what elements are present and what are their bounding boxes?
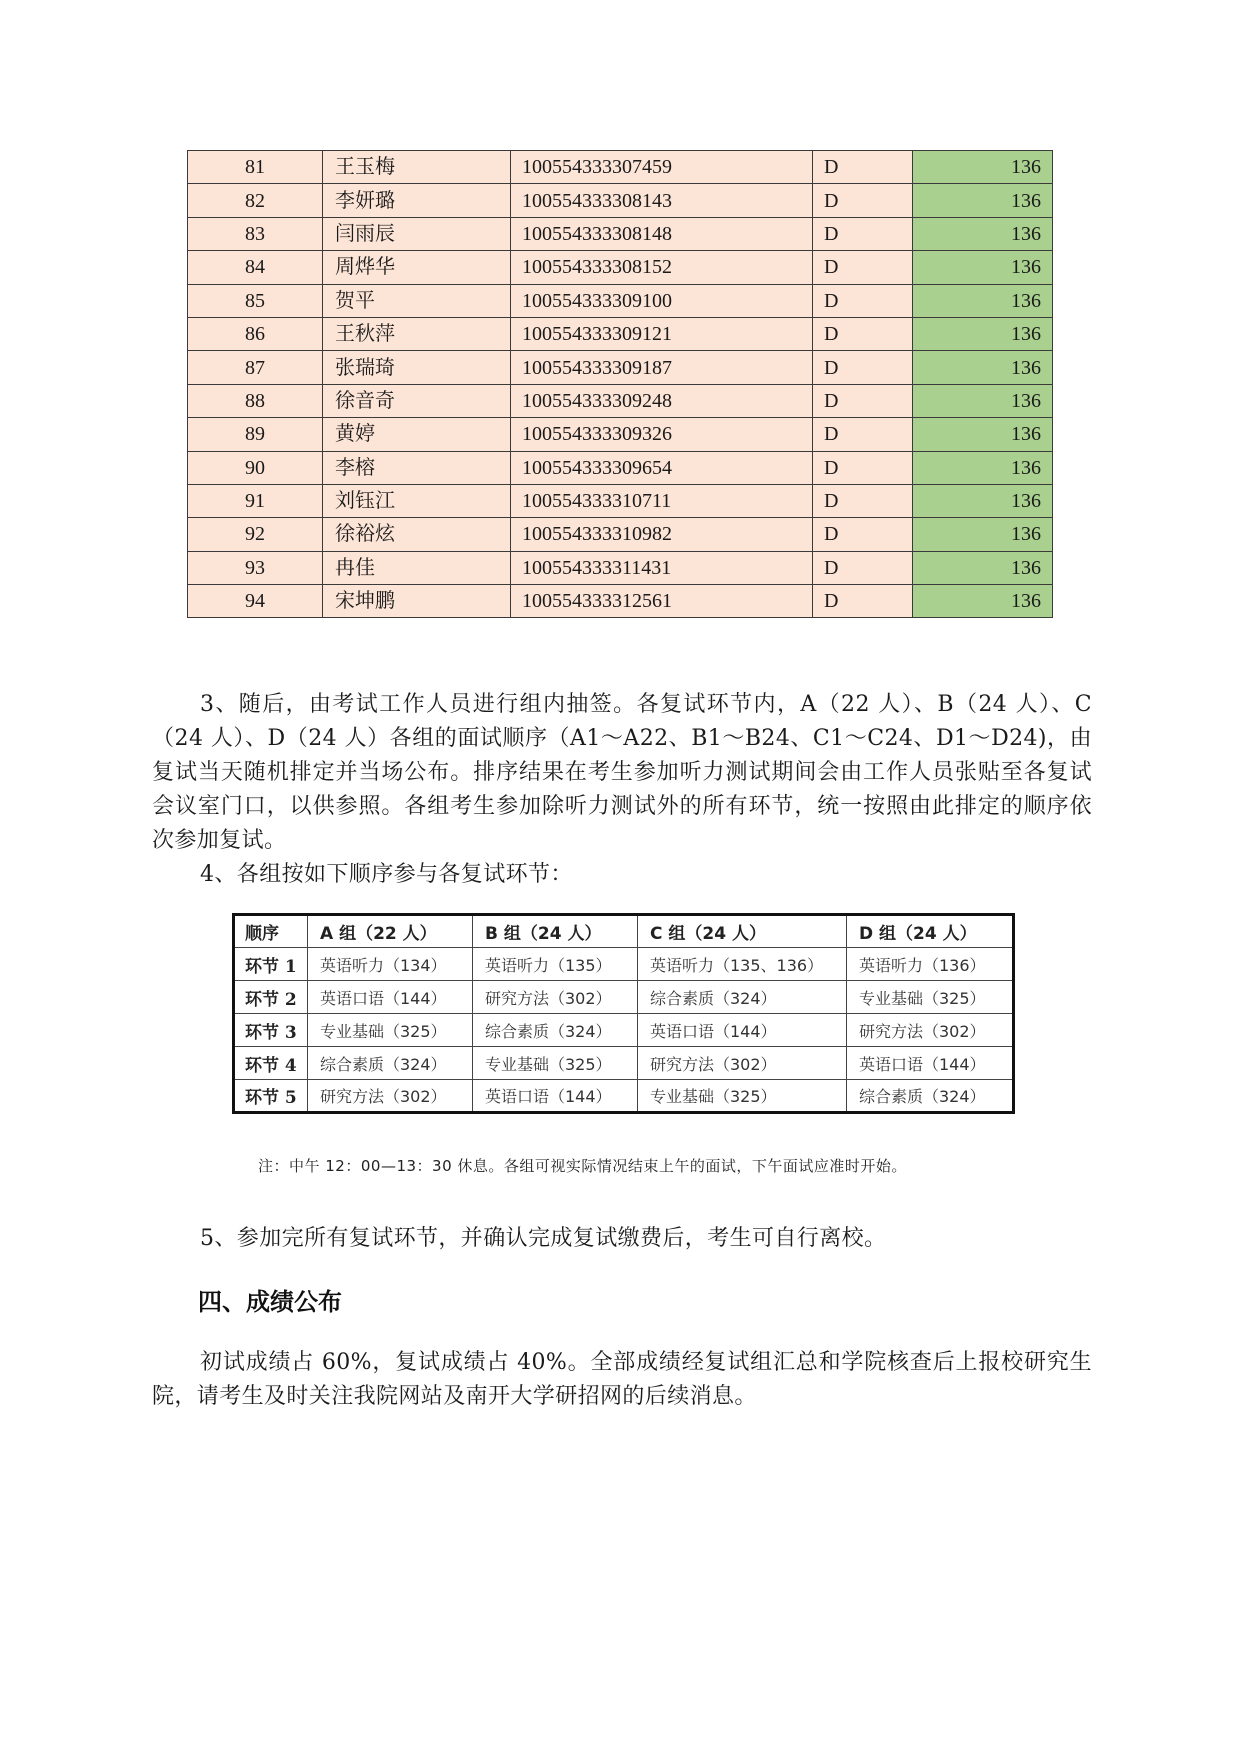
row-number-cell: 94 xyxy=(188,585,323,618)
candidate-name-cell: 王玉梅 xyxy=(323,151,511,184)
schedule-cell: 英语口语（144） xyxy=(847,1047,1014,1080)
score-cell: 136 xyxy=(913,585,1053,618)
exam-id-cell: 100554333309654 xyxy=(511,451,813,484)
group-letter-cell: D xyxy=(813,151,913,184)
schedule-stage-label: 环节 4 xyxy=(234,1047,308,1080)
schedule-row xyxy=(234,981,1014,1014)
table-row xyxy=(188,351,1053,384)
score-cell: 136 xyxy=(913,317,1053,350)
group-letter-cell: D xyxy=(813,184,913,217)
exam-id-cell: 100554333311431 xyxy=(511,551,813,584)
exam-id-cell: 100554333307459 xyxy=(511,151,813,184)
group-letter-cell: D xyxy=(813,217,913,250)
row-number-cell: 86 xyxy=(188,317,323,350)
table-row xyxy=(188,217,1053,250)
candidate-name-cell: 张瑞琦 xyxy=(323,351,511,384)
schedule-row xyxy=(234,948,1014,981)
row-number-cell: 83 xyxy=(188,217,323,250)
paragraph-results xyxy=(152,1346,1092,1414)
candidate-name-cell: 周烨华 xyxy=(323,251,511,284)
schedule-cell: 综合素质（324） xyxy=(638,981,847,1014)
candidate-name-cell: 徐裕炫 xyxy=(323,518,511,551)
table-row xyxy=(188,151,1053,184)
exam-id-cell: 100554333308148 xyxy=(511,217,813,250)
group-letter-cell: D xyxy=(813,518,913,551)
schedule-cell: 专业基础（325） xyxy=(638,1080,847,1113)
row-number-cell: 84 xyxy=(188,251,323,284)
schedule-stage-label: 环节 5 xyxy=(234,1080,308,1113)
paragraph-4-text: 4、各组按如下顺序参与各复试环节： xyxy=(200,862,573,887)
candidate-name-cell: 王秋萍 xyxy=(323,317,511,350)
row-number-cell: 92 xyxy=(188,518,323,551)
schedule-cell: 英语听力（136） xyxy=(847,948,1014,981)
table-row xyxy=(188,251,1053,284)
schedule-row xyxy=(234,1080,1014,1113)
exam-id-cell: 100554333309187 xyxy=(511,351,813,384)
schedule-cell: 研究方法（302） xyxy=(308,1080,473,1113)
schedule-cell: 综合素质（324） xyxy=(847,1080,1014,1113)
schedule-cell: 英语口语（144） xyxy=(308,981,473,1014)
exam-id-cell: 100554333312561 xyxy=(511,585,813,618)
candidate-name-cell: 黄婷 xyxy=(323,418,511,451)
score-cell: 136 xyxy=(913,151,1053,184)
schedule-cell: 综合素质（324） xyxy=(308,1047,473,1080)
score-cell: 136 xyxy=(913,351,1053,384)
schedule-cell: 英语听力（135） xyxy=(473,948,638,981)
score-cell: 136 xyxy=(913,284,1053,317)
group-letter-cell: D xyxy=(813,451,913,484)
schedule-cell: 英语听力（135、136） xyxy=(638,948,847,981)
exam-id-cell: 100554333308152 xyxy=(511,251,813,284)
schedule-header-group-b: B 组（24 人） xyxy=(473,915,638,948)
exam-id-cell: 100554333309326 xyxy=(511,418,813,451)
score-cell: 136 xyxy=(913,251,1053,284)
group-letter-cell: D xyxy=(813,484,913,517)
schedule-stage-label: 环节 2 xyxy=(234,981,308,1014)
group-letter-cell: D xyxy=(813,251,913,284)
row-number-cell: 81 xyxy=(188,151,323,184)
exam-id-cell: 100554333309248 xyxy=(511,384,813,417)
candidate-table xyxy=(187,150,1053,618)
schedule-row xyxy=(234,1047,1014,1080)
score-cell: 136 xyxy=(913,384,1053,417)
schedule-cell: 专业基础（325） xyxy=(308,1014,473,1047)
schedule-note: 注：中午 12：00—13：30 休息。各组可视实际情况结束上午的面试，下午面试应准时开始。 xyxy=(258,1157,907,1175)
exam-id-cell: 100554333310982 xyxy=(511,518,813,551)
candidate-name-cell: 李妍璐 xyxy=(323,184,511,217)
schedule-cell: 综合素质（324） xyxy=(473,1014,638,1047)
schedule-cell: 英语口语（144） xyxy=(638,1014,847,1047)
schedule-header-order: 顺序 xyxy=(234,915,308,948)
schedule-cell: 研究方法（302） xyxy=(847,1014,1014,1047)
table-row xyxy=(188,585,1053,618)
table-row xyxy=(188,184,1053,217)
schedule-cell: 研究方法（302） xyxy=(473,981,638,1014)
table-row xyxy=(188,317,1053,350)
table-row xyxy=(188,284,1053,317)
group-letter-cell: D xyxy=(813,418,913,451)
paragraph-3-text: 3、随后，由考试工作人员进行组内抽签。各复试环节内，A（22 人）、B（24 人）、C（24 人）、D（24 人）各组的面试顺序（A1～A22、B1～B24、C1～C24、D1～D24)，由复试当天随机排定并当场公布。排序结果在考生参加听力测试期间会由工作人员张贴至各复试会议室门口，以供参照。各组考生参加除听力测试外的所有环节，统一按照由此排定的顺序依次参加复试。 xyxy=(152,692,1092,853)
row-number-cell: 85 xyxy=(188,284,323,317)
table-row xyxy=(188,484,1053,517)
schedule-stage-label: 环节 3 xyxy=(234,1014,308,1047)
candidate-name-cell: 刘钰江 xyxy=(323,484,511,517)
section-heading-results: 四、成绩公布 xyxy=(198,1288,342,1316)
row-number-cell: 88 xyxy=(188,384,323,417)
schedule-cell: 专业基础（325） xyxy=(847,981,1014,1014)
candidate-name-cell: 宋坤鹏 xyxy=(323,585,511,618)
schedule-header-group-a: A 组（22 人） xyxy=(308,915,473,948)
schedule-header-row xyxy=(234,915,1014,948)
schedule-stage-label: 环节 1 xyxy=(234,948,308,981)
schedule-header-group-c: C 组（24 人） xyxy=(638,915,847,948)
row-number-cell: 90 xyxy=(188,451,323,484)
paragraph-4 xyxy=(152,858,1092,892)
row-number-cell: 91 xyxy=(188,484,323,517)
score-cell: 136 xyxy=(913,217,1053,250)
row-number-cell: 93 xyxy=(188,551,323,584)
schedule-table xyxy=(232,913,1015,1114)
score-cell: 136 xyxy=(913,451,1053,484)
table-row xyxy=(188,551,1053,584)
paragraph-5 xyxy=(152,1222,1092,1256)
candidate-name-cell: 徐音奇 xyxy=(323,384,511,417)
candidate-name-cell: 闫雨辰 xyxy=(323,217,511,250)
group-letter-cell: D xyxy=(813,317,913,350)
score-cell: 136 xyxy=(913,551,1053,584)
exam-id-cell: 100554333308143 xyxy=(511,184,813,217)
schedule-header-group-d: D 组（24 人） xyxy=(847,915,1014,948)
schedule-cell: 专业基础（325） xyxy=(473,1047,638,1080)
group-letter-cell: D xyxy=(813,551,913,584)
row-number-cell: 87 xyxy=(188,351,323,384)
schedule-cell: 英语口语（144） xyxy=(473,1080,638,1113)
candidate-name-cell: 李榕 xyxy=(323,451,511,484)
candidate-name-cell: 贺平 xyxy=(323,284,511,317)
exam-id-cell: 100554333309121 xyxy=(511,317,813,350)
score-cell: 136 xyxy=(913,518,1053,551)
schedule-cell: 英语听力（134） xyxy=(308,948,473,981)
table-row xyxy=(188,418,1053,451)
score-cell: 136 xyxy=(913,418,1053,451)
table-row xyxy=(188,518,1053,551)
exam-id-cell: 100554333310711 xyxy=(511,484,813,517)
paragraph-3 xyxy=(152,688,1092,858)
paragraph-results-text: 初试成绩占 60%，复试成绩占 40%。全部成绩经复试组汇总和学院核查后上报校研究生院，请考生及时关注我院网站及南开大学研招网的后续消息。 xyxy=(152,1350,1092,1409)
paragraph-5-text: 5、参加完所有复试环节，并确认完成复试缴费后，考生可自行离校。 xyxy=(200,1226,887,1251)
exam-id-cell: 100554333309100 xyxy=(511,284,813,317)
score-cell: 136 xyxy=(913,184,1053,217)
table-row xyxy=(188,384,1053,417)
table-row xyxy=(188,451,1053,484)
candidate-name-cell: 冉佳 xyxy=(323,551,511,584)
score-cell: 136 xyxy=(913,484,1053,517)
group-letter-cell: D xyxy=(813,284,913,317)
row-number-cell: 82 xyxy=(188,184,323,217)
group-letter-cell: D xyxy=(813,384,913,417)
row-number-cell: 89 xyxy=(188,418,323,451)
schedule-row xyxy=(234,1014,1014,1047)
schedule-cell: 研究方法（302） xyxy=(638,1047,847,1080)
group-letter-cell: D xyxy=(813,351,913,384)
group-letter-cell: D xyxy=(813,585,913,618)
